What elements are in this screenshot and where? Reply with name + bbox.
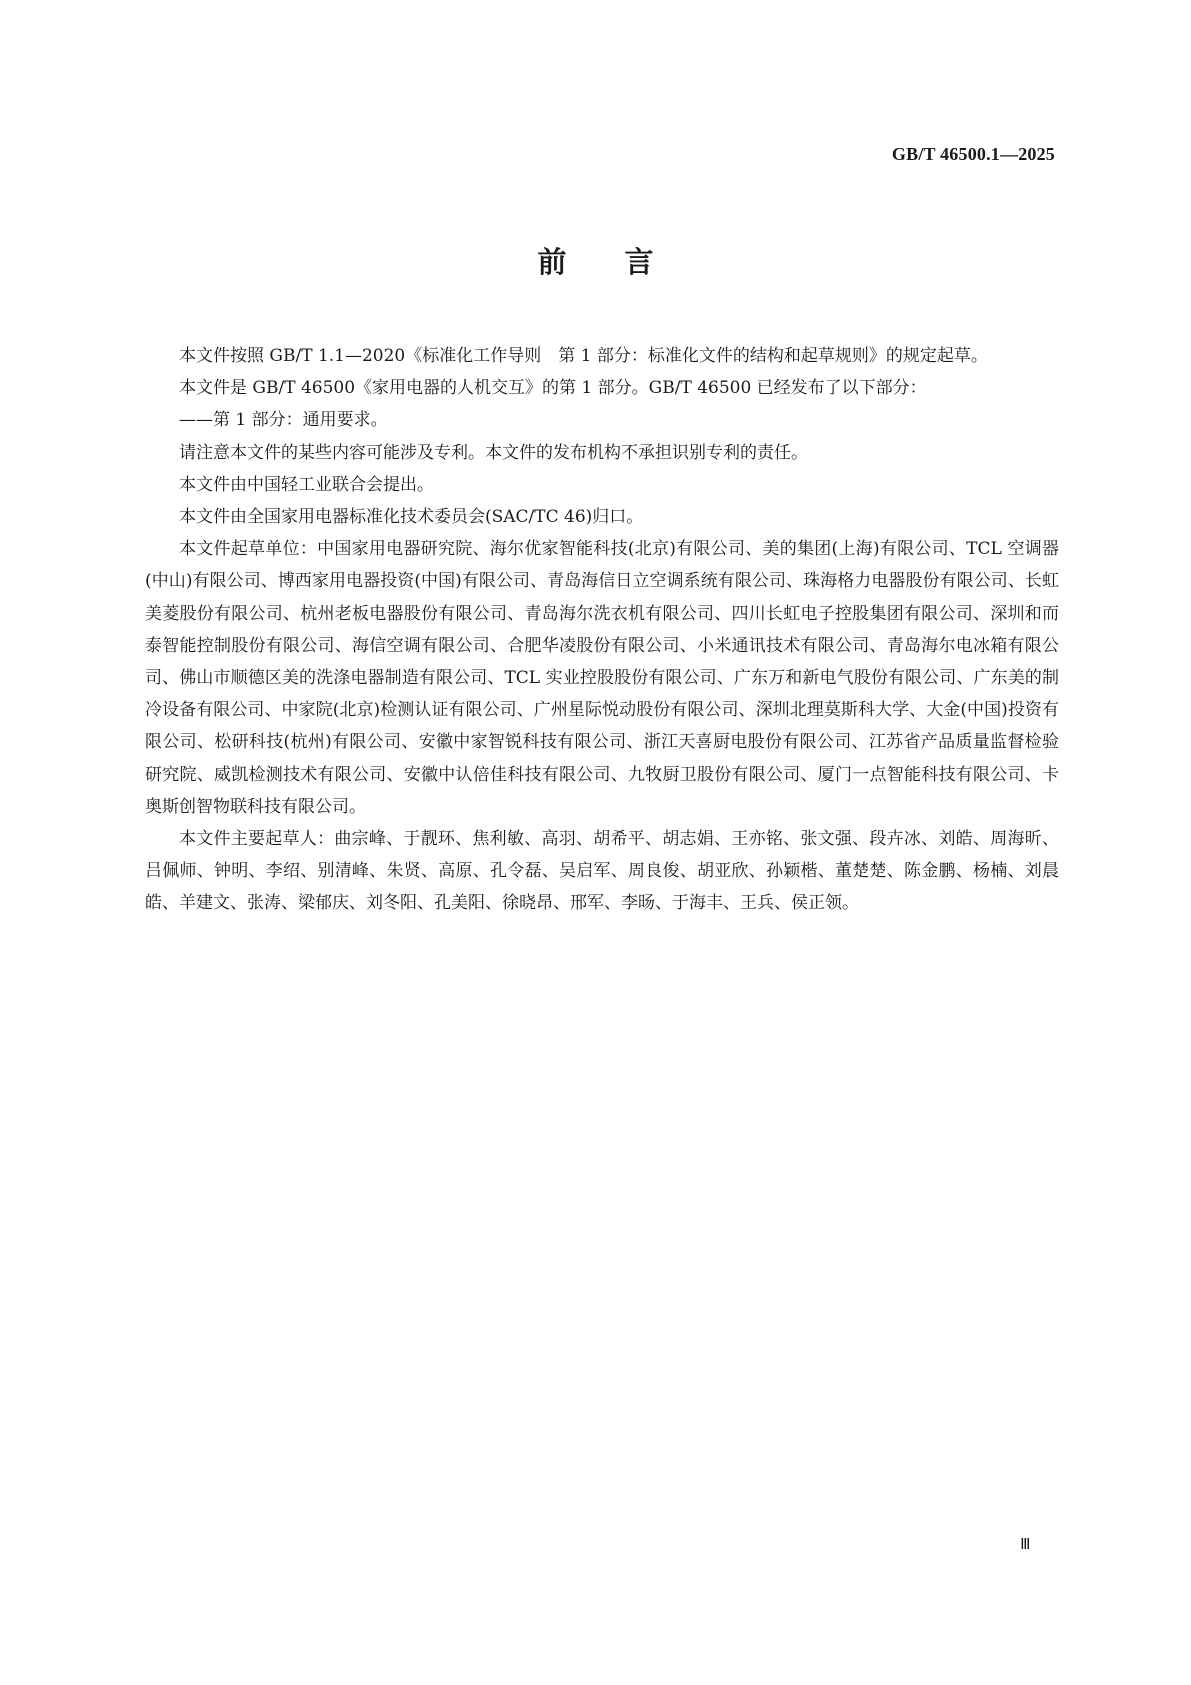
paragraph-part-info: 本文件是 GB/T 46500《家用电器的人机交互》的第 1 部分。GB/T 46500 已经发布了以下部分：	[179, 378, 927, 399]
paragraph-part-list-item: ——第 1 部分：通用要求。	[179, 410, 388, 431]
page-number: Ⅲ	[1020, 1537, 1031, 1553]
paragraph-patent-notice: 请注意本文件的某些内容可能涉及专利。本文件的发布机构不承担识别专利的责任。	[179, 442, 808, 463]
foreword-body	[145, 340, 1059, 920]
paragraph-committee: 本文件由全国家用电器标准化技术委员会(SAC/TC 46)归口。	[179, 507, 644, 528]
paragraph-proposer: 本文件由中国轻工业联合会提出。	[179, 474, 434, 495]
page-title: 前言	[537, 245, 712, 279]
paragraph-drafting-units: 本文件起草单位：中国家用电器研究院、海尔优家智能科技(北京)有限公司、美的集团(上海)有限公司、TCL 空调器(中山)有限公司、博西家用电器投资(中国)有限公司、青岛海信日立空调系统有限公司、珠海格力电器股份有限公司、长虹美菱股份有限公司、杭州老板电器股份有限公司、青岛海尔洗衣机有限公司、四川长虹电子控股集团有限公司、深圳和而泰智能控制股份有限公司、海信空调有限公司、合肥华凌股份有限公司、小米通讯技术有限公司、青岛海尔电冰箱有限公司、佛山市顺德区美的洗涤电器制造有限公司、TCL 实业控股股份有限公司、广东万和新电气股份有限公司、广东美的制冷设备有限公司、中家院(北京)检测认证有限公司、广州星际悦动股份有限公司、深圳北理莫斯科大学、大金(中国)投资有限公司、松研科技(杭州)有限公司、安徽中家智锐科技有限公司、浙江天喜厨电股份有限公司、江苏省产品质量监督检验研究院、威凯检测技术有限公司、安徽中认倍佳科技有限公司、九牧厨卫股份有限公司、厦门一点智能科技有限公司、卡奥斯创智物联科技有限公司。	[145, 539, 1059, 817]
paragraph-drafting-rules: 本文件按照 GB/T 1.1—2020《标准化工作导则 第 1 部分：标准化文件的结构和起草规则》的规定起草。	[179, 346, 988, 366]
paragraph-drafters: 本文件主要起草人：曲宗峰、于靓环、焦利敏、高羽、胡希平、胡志娟、王亦铭、张文强、段卉冰、刘皓、周海昕、吕佩师、钟明、李绍、别清峰、朱贤、高原、孔令磊、吴启军、周良俊、胡亚欣、孙颖楷、董楚楚、陈金鹏、杨楠、刘晨皓、羊建文、张涛、梁郁庆、刘冬阳、孔美阳、徐晓昂、邢军、李旸、于海丰、王兵、侯正领。	[145, 829, 1059, 914]
document-code: GB/T 46500.1—2025	[891, 144, 1055, 164]
